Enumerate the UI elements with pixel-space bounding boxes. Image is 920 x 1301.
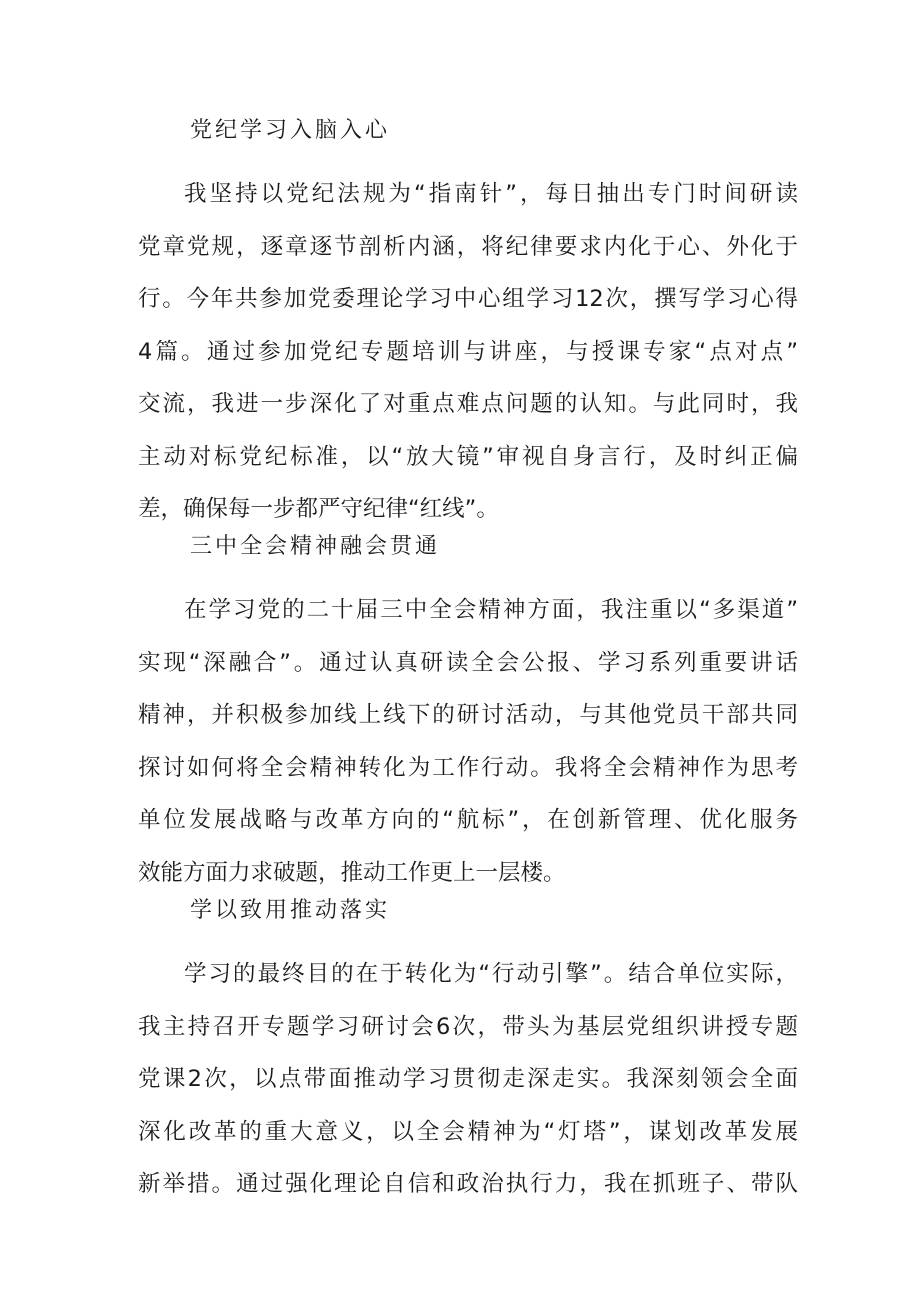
paragraph-line: 党章党规，逐章逐节剖析内涵，将纪律要求内化于心、外化于 [138,233,798,260]
section-paragraph-2 [138,584,798,899]
paragraph-line: 差，确保每一步都严守纪律“红线”。 [138,496,499,522]
paragraph-line: 探讨如何将全会精神转化为工作行动。我将全会精神作为思考 [138,754,798,781]
paragraph-line: 在学习党的二十届三中全会精神方面，我注重以“多渠道” [184,597,798,623]
paragraph-line: 效能方面力求破题，推动工作更上一层楼。 [138,859,566,886]
paragraph-line: 新举措。通过强化理论自信和政治执行力，我在抓班子、带队 [138,1171,798,1197]
paragraph-line: 我主持召开专题学习研讨会6次，带头为基层党组织讲授专题 [138,1013,798,1040]
paragraph-line: 行。今年共参加党委理论学习中心组学习12次，撰写学习心得 [138,286,798,312]
section-heading-1: 党纪学习入脑入心 [190,118,391,143]
section-paragraph-3 [138,948,798,1211]
paragraph-line: 学习的最终目的在于转化为“行动引擎”。结合单位实际， [184,961,798,987]
paragraph-line: 精神，并积极参加线上线下的研讨活动，与其他党员干部共同 [138,702,798,728]
section-heading-3: 学以致用推动落实 [190,898,391,923]
paragraph-line: 交流，我进一步深化了对重点难点问题的认知。与此同时，我 [138,391,798,417]
paragraph-line: 实现“深融合”。通过认真研读全会公报、学习系列重要讲话 [138,649,798,676]
paragraph-line: 主动对标党纪标准，以“放大镜”审视自身言行，及时纠正偏 [138,443,798,470]
section-heading-2: 三中全会精神融会贯通 [190,534,441,559]
paragraph-line: 深化改革的重大意义，以全会精神为“灯塔”，谋划改革发展 [138,1118,798,1145]
paragraph-line: 4篇。通过参加党纪专题培训与讲座，与授课专家“点对点” [138,338,798,365]
paragraph-line: 党课2次，以点带面推动学习贯彻走深走实。我深刻领会全面 [138,1066,798,1092]
paragraph-line: 单位发展战略与改革方向的“航标”，在创新管理、优化服务 [138,807,798,833]
paragraph-line: 我坚持以党纪法规为“指南针”，每日抽出专门时间研读 [184,181,798,207]
section-paragraph-1 [138,168,798,536]
